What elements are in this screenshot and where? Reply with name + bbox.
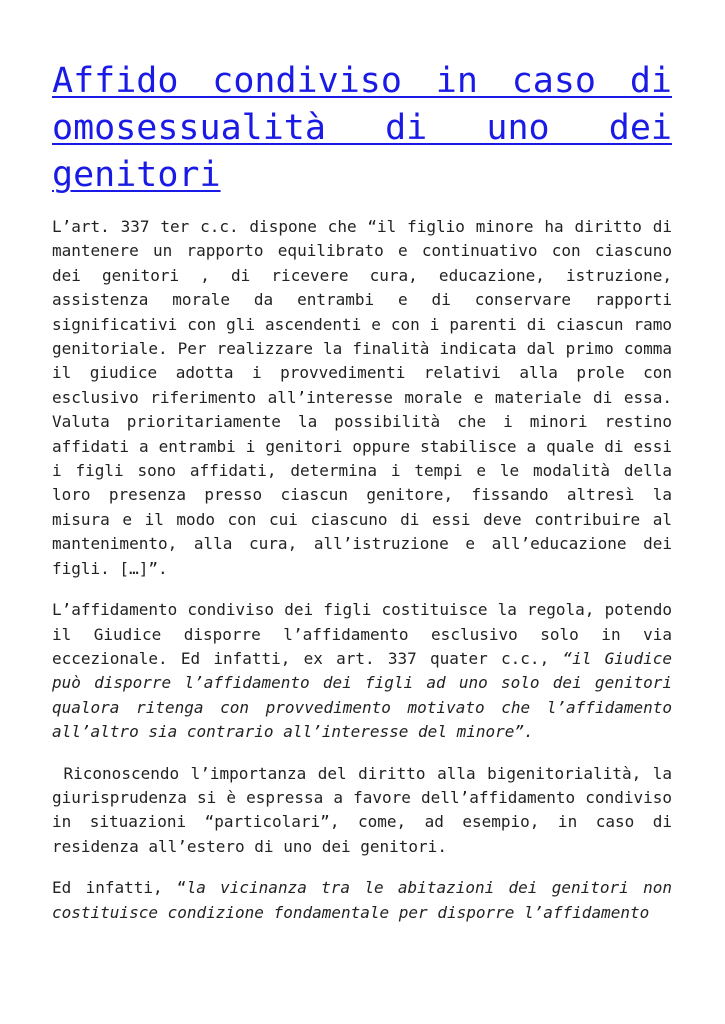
article [52, 58, 682, 942]
paragraph-2-quote: “il Giudice può disporre l’affidamento dei figli ad uno solo dei genitori qualora ritenga con provvedimento motivato che l’affidamento all’altro sia contrario all’interesse del minore”. [52, 648, 672, 742]
paragraph-3: Riconoscendo l’importanza del diritto alla bigenitorialità, la giurisprudenza si è espressa a favore dell’affidamento condiviso in situazioni “particolari”, come, ad esempio, in caso di residenza all’estero di uno dei genitori. [52, 763, 682, 856]
paragraph-1: L’art. 337 ter c.c. dispone che “il figlio minore ha diritto di mantenere un rapporto equilibrato e continuativo con ciascuno dei genitori , di ricevere cura, educazione, istruzione, assistenza morale da entrambi e di conservare rapporti significativi con gli ascendenti e con i parenti di ciascun ramo genitoriale. Per realizzare la finalità indicata dal primo comma il giudice adotta i provvedimenti relativi alla prole con esclusivo riferimento all’interesse morale e materiale di essa. Valuta prioritariamente la possibilità che i minori restino affidati a entrambi i genitori oppure stabilisce a quale di essi i figli sono affidati, determina i tempi e le modalità della loro presenza presso ciascun genitore, fissando altresì la misura e il modo con cui ciascuno di essi deve contribuire al mantenimento, alla cura, all’istruzione e all’educazione dei figli. […]”. [52, 217, 672, 578]
article-title-link[interactable]: Affido condiviso in caso di omosessualità di uno dei genitori [52, 61, 672, 195]
paragraph-2 [52, 598, 672, 744]
paragraph-2-text: L’affidamento condiviso dei figli costituisce la regola, potendo il Giudice disporre l’affidamento esclusivo solo in via eccezionale. Ed infatti, ex art. 337 quater c.c., [52, 600, 672, 668]
paragraph-4-text: Ed infatti, “ [52, 878, 187, 898]
paragraph-4 [52, 876, 672, 925]
paragraph-4-quote: la vicinanza tra le abitazioni dei genitori non costituisce condizione fondamentale per disporre l’affidamento [52, 878, 672, 922]
